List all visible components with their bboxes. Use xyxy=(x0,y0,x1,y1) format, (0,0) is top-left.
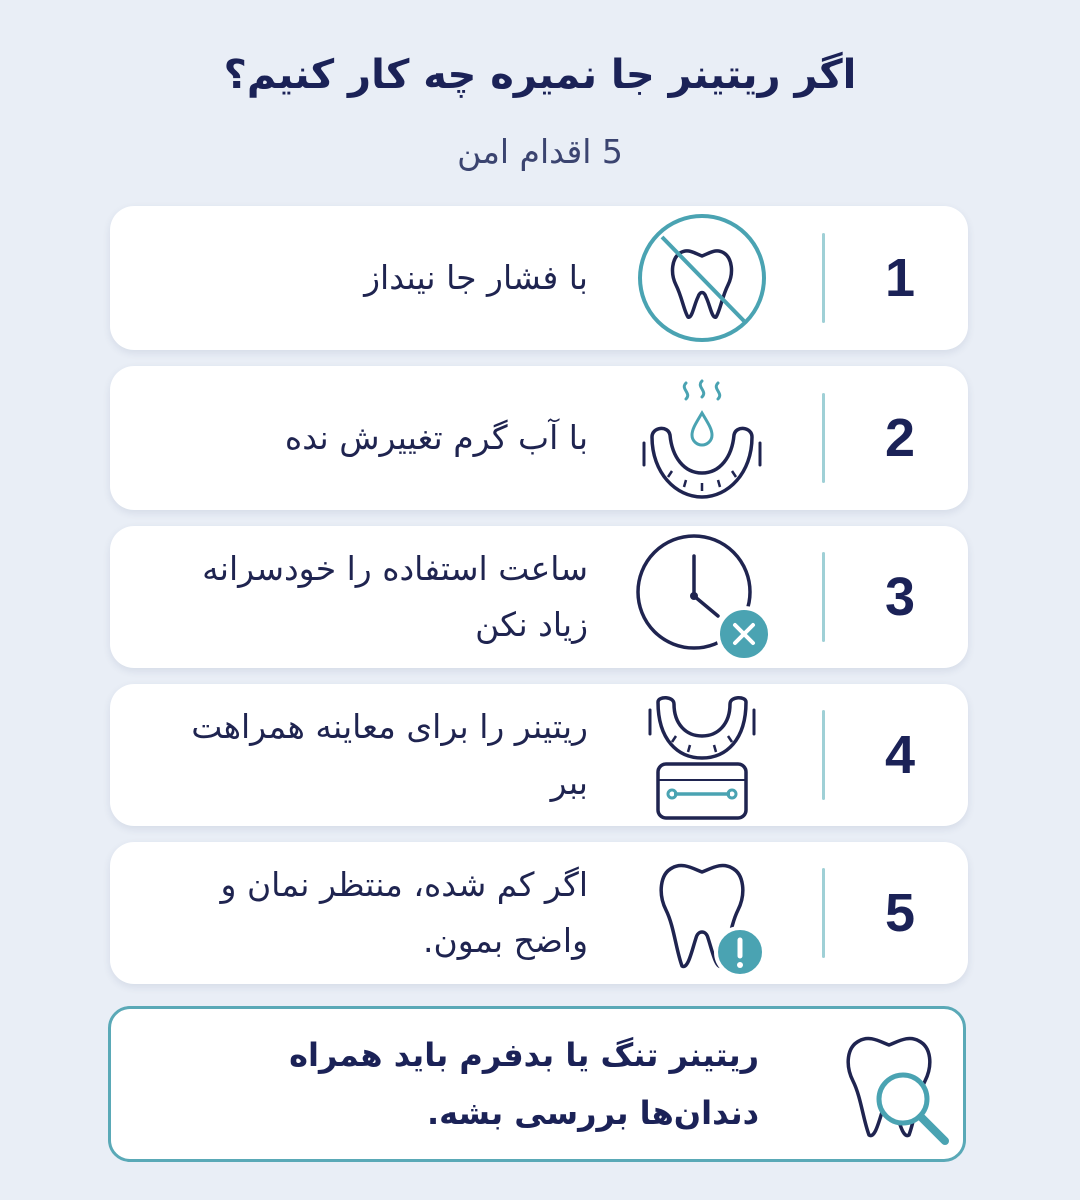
divider xyxy=(822,868,825,958)
tooth-magnifier-icon xyxy=(829,1023,959,1153)
no-tooth-icon xyxy=(632,213,772,343)
retainer-hot-water-icon xyxy=(632,373,772,503)
step-number: 2 xyxy=(884,408,916,468)
step-number: 5 xyxy=(884,883,916,943)
step-text: ریتینر را برای معاینه همراهت ببر xyxy=(191,707,588,802)
step-card-4 xyxy=(110,684,968,826)
step-text: با فشار جا نینداز xyxy=(364,258,588,297)
clock-cancel-icon xyxy=(632,532,772,662)
step-card-1 xyxy=(110,206,968,350)
step-text: با آب گرم تغییرش نده xyxy=(284,418,588,457)
step-number: 4 xyxy=(884,725,916,785)
divider xyxy=(822,393,825,483)
note-box xyxy=(108,1006,966,1162)
step-card-5 xyxy=(110,842,968,984)
step-card-2 xyxy=(110,366,968,510)
step-number: 3 xyxy=(884,567,916,627)
step-text: ساعت استفاده را خودسرانه زیاد نکن xyxy=(202,549,588,644)
divider xyxy=(822,552,825,642)
note-text: ریتینر تنگ یا بدفرم باید همراه دندان‌ها بررسی بشه. xyxy=(289,1036,759,1132)
tooth-alert-icon xyxy=(632,848,772,978)
page-title: اگر ریتینر جا نمیره چه کار کنیم؟ xyxy=(223,52,857,98)
step-number: 1 xyxy=(884,248,916,308)
divider xyxy=(822,233,825,323)
divider xyxy=(822,710,825,800)
retainer-case-icon xyxy=(632,690,772,820)
page-subtitle: 5 اقدام امن xyxy=(457,132,623,171)
step-card-3 xyxy=(110,526,968,668)
step-text: اگر کم شده، منتظر نمان و واضح بمون. xyxy=(220,865,588,960)
